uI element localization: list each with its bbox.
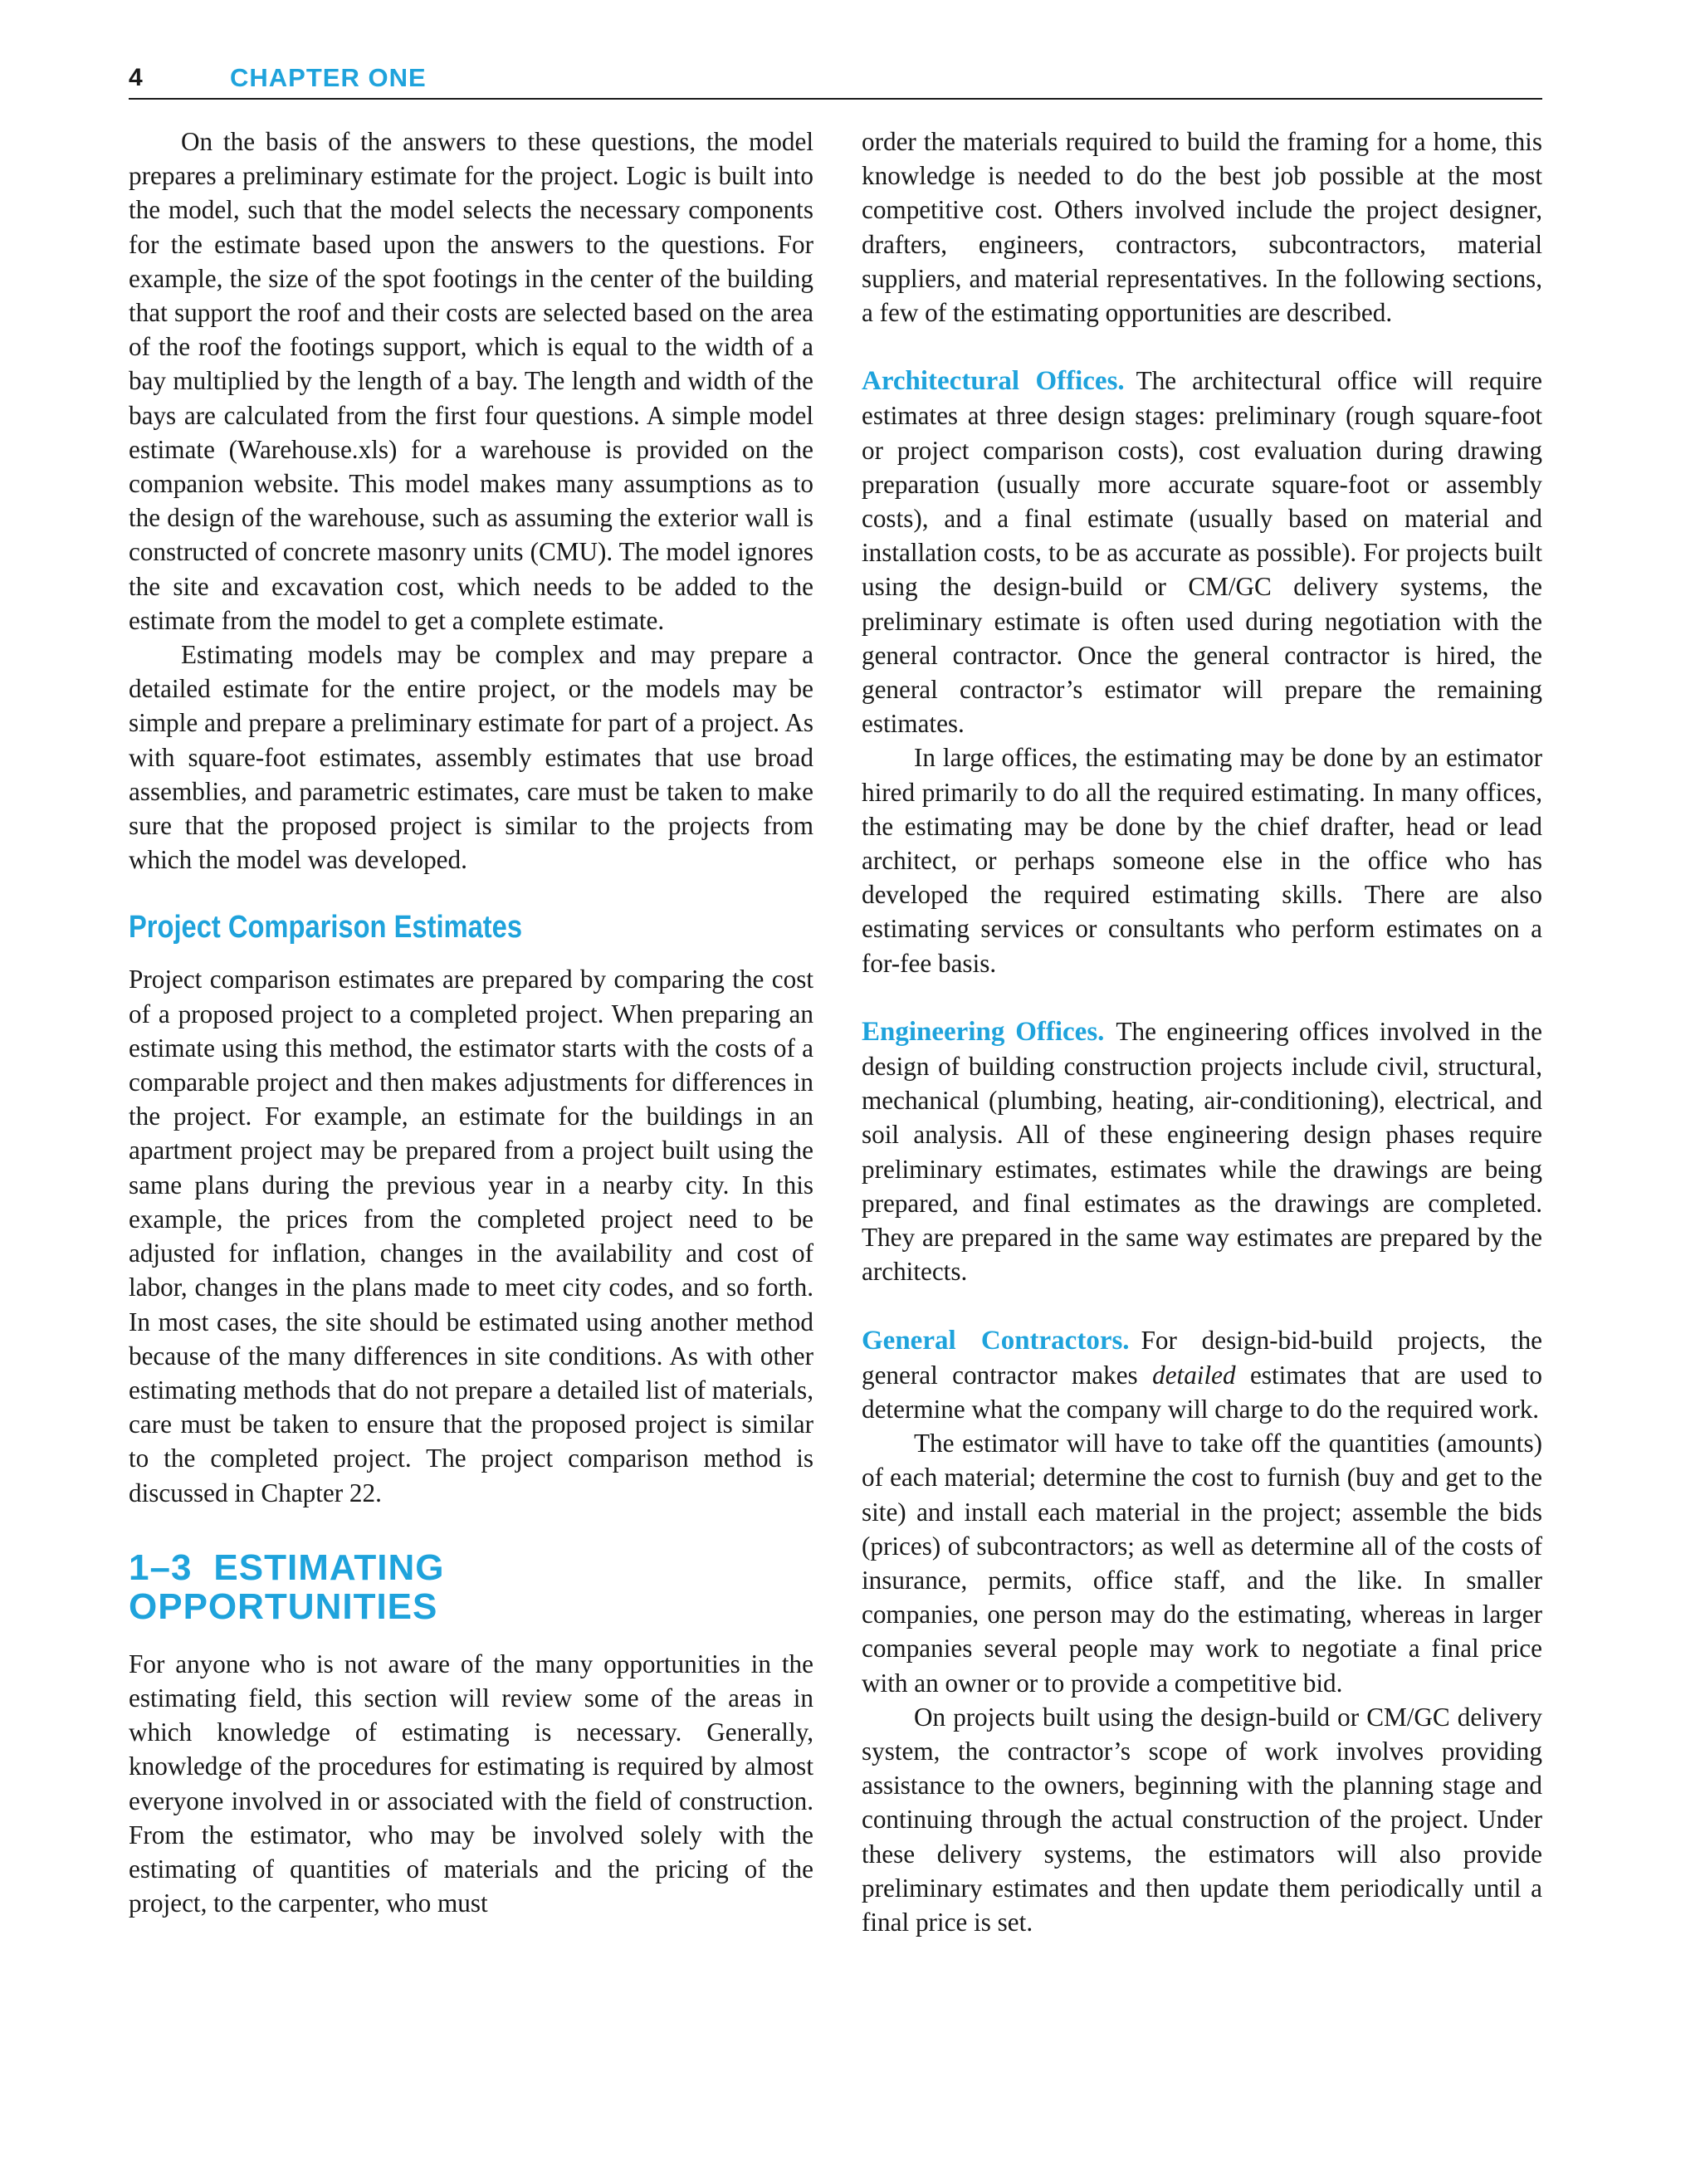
page-header <box>129 61 1542 100</box>
run-in-heading-architectural: Architectural Offices. <box>862 366 1125 397</box>
major-heading-line-1 <box>129 1548 813 1587</box>
run-in-heading-general: General Contractors. <box>862 1325 1130 1356</box>
paragraph: The estimator will have to take off the quantities (amounts) of each material; determine the cost to furnish (buy and get to the site) and install each material in the project; assemble the bids (prices) of subcontractors; as well as determine all of the costs of insurance, permits, office staff, and the like. In smaller companies, one person may do the estimating, whereas in larger companies several people may work to negotiate a final price with an owner or to provide a competitive bid. <box>862 1429 1542 1698</box>
emphasis-text: detailed <box>1152 1360 1236 1390</box>
major-heading-estimating-opportunities <box>129 1548 813 1626</box>
paragraph: In large offices, the estimating may be done by an estimator hired primarily to do all the required estimating. In many offices, the estimating may be done by the chief drafter, head or lead architect, or perhaps someone else in the office who has developed the required estimating skills. There are also estimating services or consultants who perform estimates on a for-fee basis. <box>862 743 1542 978</box>
paragraph: On the basis of the answers to these questions, the model prepares a preliminary estimate for the project. Logic is built into the model, such that the model selects the necessary components for the estimate based upon the answers to the questions. For example, the size of the spot footings in the center of the building that support the roof and their costs are selected based on the area of the roof the footings support, which is equal to the width of a bay multiplied by the length of a bay. The length and width of the bays are calculated from the first four questions. A simple model estimate (Warehouse.xls) for a warehouse is provided on the companion website. This model makes many assumptions as to the design of the warehouse, such as assuming the exterior wall is constructed of concrete masonry units (CMU). The model ignores the site and excavation cost, which needs to be added to the estimate from the model to get a complete estimate. <box>129 127 813 635</box>
major-heading-text: ESTIMATING <box>213 1546 445 1588</box>
run-in-heading-engineering: Engineering Offices. <box>862 1016 1105 1047</box>
chapter-title: CHAPTER ONE <box>230 63 427 92</box>
paragraph-text: For design-bid-build projects, the general contractor makes <box>862 1325 1543 1390</box>
paragraph: On projects built using the design-build or CM/GC delivery system, the contractor’s scope of work involves providing assistance to the owners, beginning with the planning stage and continuing through the actual construction of the project. Under these delivery systems, the estimators will also provide preliminary estimates and then update them periodically until a final price is set. <box>862 1702 1542 1937</box>
page-number: 4 <box>129 64 143 91</box>
right-column <box>862 125 1542 1939</box>
paragraph-architectural-offices <box>862 364 1542 740</box>
paragraph-engineering-offices <box>862 1014 1542 1289</box>
paragraph-text: The architectural office will require estimates at three design stages: preliminary (rough square-foot or project comparison costs), cost evaluation during drawing preparation (usually more accurate square-foot or assembly costs), and a final estimate (usually based on material and installation costs, to be as accurate as possible). For projects built using the design-build or CM/GC delivery systems, the preliminary estimate is often used during negotiation with the general contractor. Once the general contractor is hired, the general contractor’s estimator will prepare the remaining estimates. <box>862 366 1542 739</box>
left-column <box>129 125 813 1920</box>
section-number: 1–3 <box>129 1546 193 1588</box>
paragraph-general-contractors <box>862 1323 1542 1427</box>
paragraph: For anyone who is not aware of the many opportunities in the estimating field, this section will review some of the areas in which knowledge of estimating is necessary. Generally, knowledge of the procedures for estimating is required by almost everyone involved in or associated with the field of construction. From the estimator, who may be involved solely with the estimating of quantities of materials and the pricing of the project, to the carpenter, who must <box>129 1649 813 1918</box>
paragraph: Estimating models may be complex and may prepare a detailed estimate for the entire project, or the models may be simple and prepare a preliminary estimate for part of a project. As with square-foot estimates, assembly estimates that use broad assemblies, and parametric estimates, care must be taken to make sure that the proposed project is similar to the projects from which the model was developed. <box>129 640 813 875</box>
paragraph-text: estimates that are used to determine what the company will charge to do the required work. <box>862 1360 1542 1424</box>
paragraph: Project comparison estimates are prepared by comparing the cost of a proposed project to a completed project. When preparing an estimate using this method, the estimator starts with the costs of a comparable project and then makes adjustments for differences in the project. For example, an estimate for the buildings in an apartment project may be prepared from a project built using the same plans during the previous year in a nearby city. In this example, the prices from the completed project need to be adjusted for inflation, changes in the availability and cost of labor, changes in the plans made to meet city codes, and so forth. In most cases, the site should be estimated using another method because of the many differences in site conditions. As with other estimating methods that do not prepare a detailed list of materials, care must be taken to ensure that the proposed project is similar to the completed project. The project comparison method is discussed in Chapter 22. <box>129 965 813 1507</box>
paragraph-text: The engineering offices involved in the design of building construction projects include civil, structural, mechanical (plumbing, heating, air-conditioning), electrical, and soil analysis. All of these engineering design phases require preliminary estimates, estimates while the drawings are being prepared, and final estimates as the drawings are completed. They are prepared in the same way estimates are prepared by the architects. <box>862 1016 1542 1287</box>
section-heading-project-comparison: Project Comparison Estimates <box>129 910 523 945</box>
major-heading-line-2: OPPORTUNITIES <box>129 1585 438 1627</box>
paragraph: order the materials required to build the framing for a home, this knowledge is needed to do the best job possible at the most competitive cost. Others involved include the project designer, drafters, engineers, contractors, subcontractors, material suppliers, and material representatives. In the following sections, a few of the estimating opportunities are described. <box>862 127 1542 328</box>
